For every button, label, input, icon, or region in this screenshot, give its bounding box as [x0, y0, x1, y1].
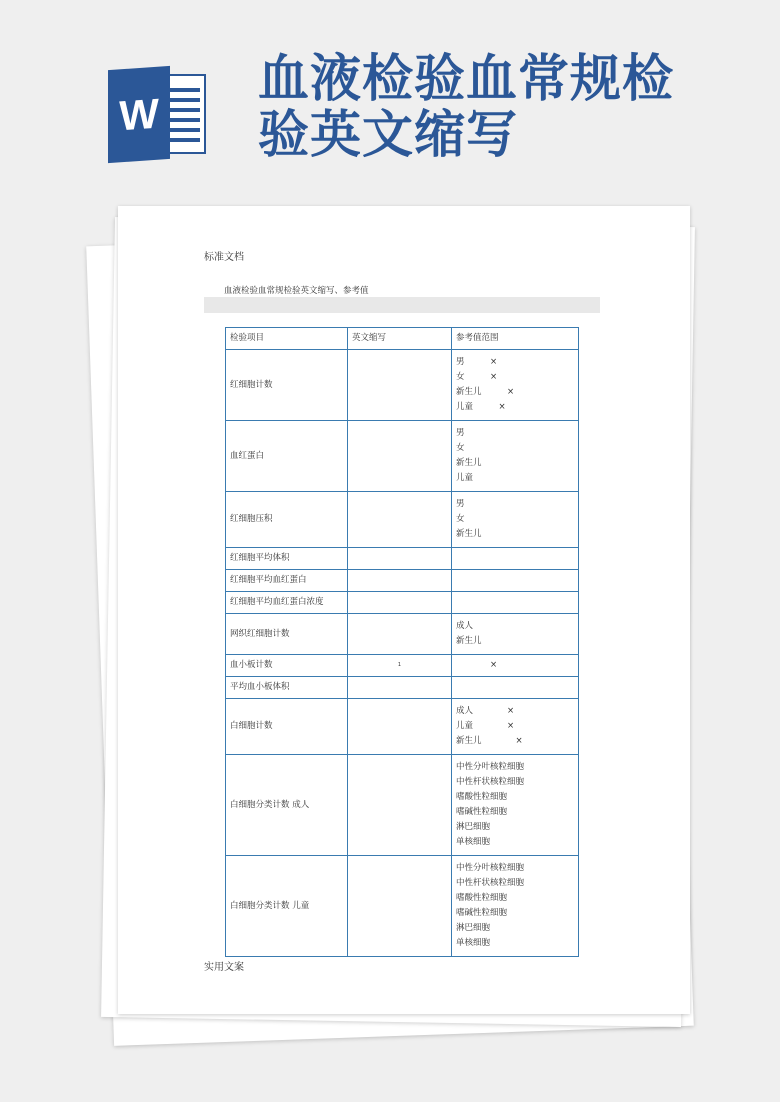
table-row	[226, 614, 579, 655]
item-cell: 红细胞压积	[226, 492, 348, 548]
ref-line: 男	[456, 499, 465, 509]
abbr-cell	[348, 699, 452, 755]
ref-cell	[452, 856, 579, 957]
abbr-cell	[348, 614, 452, 655]
ref-line: 女	[456, 443, 465, 453]
ref-line: 中性分叶核粒细胞	[456, 863, 525, 873]
ref-cell	[452, 548, 579, 570]
table-row	[226, 492, 579, 548]
ref-line: 新生儿	[456, 458, 482, 468]
table-row	[226, 548, 579, 570]
ref-line: 儿童 ×	[456, 721, 515, 731]
ref-cell	[452, 570, 579, 592]
ref-line: 嗜碱性粒细胞	[456, 908, 508, 918]
ref-line: 男	[456, 428, 465, 438]
ref-line: ×	[456, 660, 498, 670]
table-row	[226, 592, 579, 614]
ref-cell	[452, 614, 579, 655]
banner-title: 血液检验血常规检验英文缩写	[258, 50, 675, 165]
abbr-cell	[348, 548, 452, 570]
shaded-bar	[204, 297, 600, 313]
table-row	[226, 856, 579, 957]
table-row	[226, 350, 579, 421]
item-cell: 白细胞计数	[226, 699, 348, 755]
abbr-cell	[348, 592, 452, 614]
ref-line: 单核细胞	[456, 938, 491, 948]
ref-line: 新生儿	[456, 636, 482, 646]
ref-cell	[452, 755, 579, 856]
item-cell: 网织红细胞计数	[226, 614, 348, 655]
table-row	[226, 655, 579, 677]
ref-cell	[452, 592, 579, 614]
abbr-cell	[348, 755, 452, 856]
document-subtitle: 血液检验血常规检验英文缩写、参考值	[224, 286, 369, 296]
ref-line: 单核细胞	[456, 837, 491, 847]
abbr-cell	[348, 350, 452, 421]
table-row	[226, 570, 579, 592]
ref-line: 淋巴细胞	[456, 822, 491, 832]
abbr-cell	[348, 492, 452, 548]
ref-line: 嗜碱性粒细胞	[456, 807, 508, 817]
column-header: 检验项目	[226, 328, 348, 350]
ref-cell	[452, 492, 579, 548]
reference-table	[225, 327, 579, 957]
ref-line: 中性杆状核粒细胞	[456, 777, 525, 787]
document-page	[118, 206, 690, 1014]
ref-line: 嗜酸性粒细胞	[456, 792, 508, 802]
item-cell: 平均血小板体积	[226, 677, 348, 699]
column-header: 英文缩写	[348, 328, 452, 350]
page-header: 标准文档	[204, 252, 244, 263]
item-cell: 白细胞分类计数 儿童	[226, 856, 348, 957]
ref-line: 新生儿 ×	[456, 736, 523, 746]
page-footer: 实用文案	[204, 962, 244, 973]
ref-line: 嗜酸性粒细胞	[456, 893, 508, 903]
ref-line: 女	[456, 514, 465, 524]
ref-line: 男 ×	[456, 357, 498, 367]
abbr-cell	[348, 570, 452, 592]
ref-line: 淋巴细胞	[456, 923, 491, 933]
item-cell: 白细胞分类计数 成人	[226, 755, 348, 856]
ref-line: 中性分叶核粒细胞	[456, 762, 525, 772]
ref-line: 儿童 ×	[456, 402, 506, 412]
ref-cell	[452, 655, 579, 677]
column-header: 参考值范围	[452, 328, 579, 350]
abbr-cell	[348, 421, 452, 492]
table-header-row	[226, 328, 579, 350]
table-row	[226, 421, 579, 492]
ref-line: 成人 ×	[456, 706, 515, 716]
item-cell: 血小板计数	[226, 655, 348, 677]
ref-cell	[452, 350, 579, 421]
abbr-cell	[348, 677, 452, 699]
item-cell: 红细胞平均体积	[226, 548, 348, 570]
table-row	[226, 755, 579, 856]
table-row	[226, 699, 579, 755]
item-cell: 红细胞平均血红蛋白	[226, 570, 348, 592]
ref-cell	[452, 421, 579, 492]
table-row	[226, 677, 579, 699]
item-cell: 红细胞计数	[226, 350, 348, 421]
ref-line: 女 ×	[456, 372, 498, 382]
item-cell: 红细胞平均血红蛋白浓度	[226, 592, 348, 614]
ref-line: 儿童	[456, 473, 474, 483]
ref-line: 成人	[456, 621, 474, 631]
abbr-cell	[348, 856, 452, 957]
word-logo-icon: W	[108, 68, 208, 161]
abbr-cell: 1	[348, 655, 452, 677]
ref-line: 新生儿 ×	[456, 387, 515, 397]
ref-line: 新生儿	[456, 529, 482, 539]
ref-cell	[452, 699, 579, 755]
ref-line: 中性杆状核粒细胞	[456, 878, 525, 888]
item-cell: 血红蛋白	[226, 421, 348, 492]
ref-cell	[452, 677, 579, 699]
